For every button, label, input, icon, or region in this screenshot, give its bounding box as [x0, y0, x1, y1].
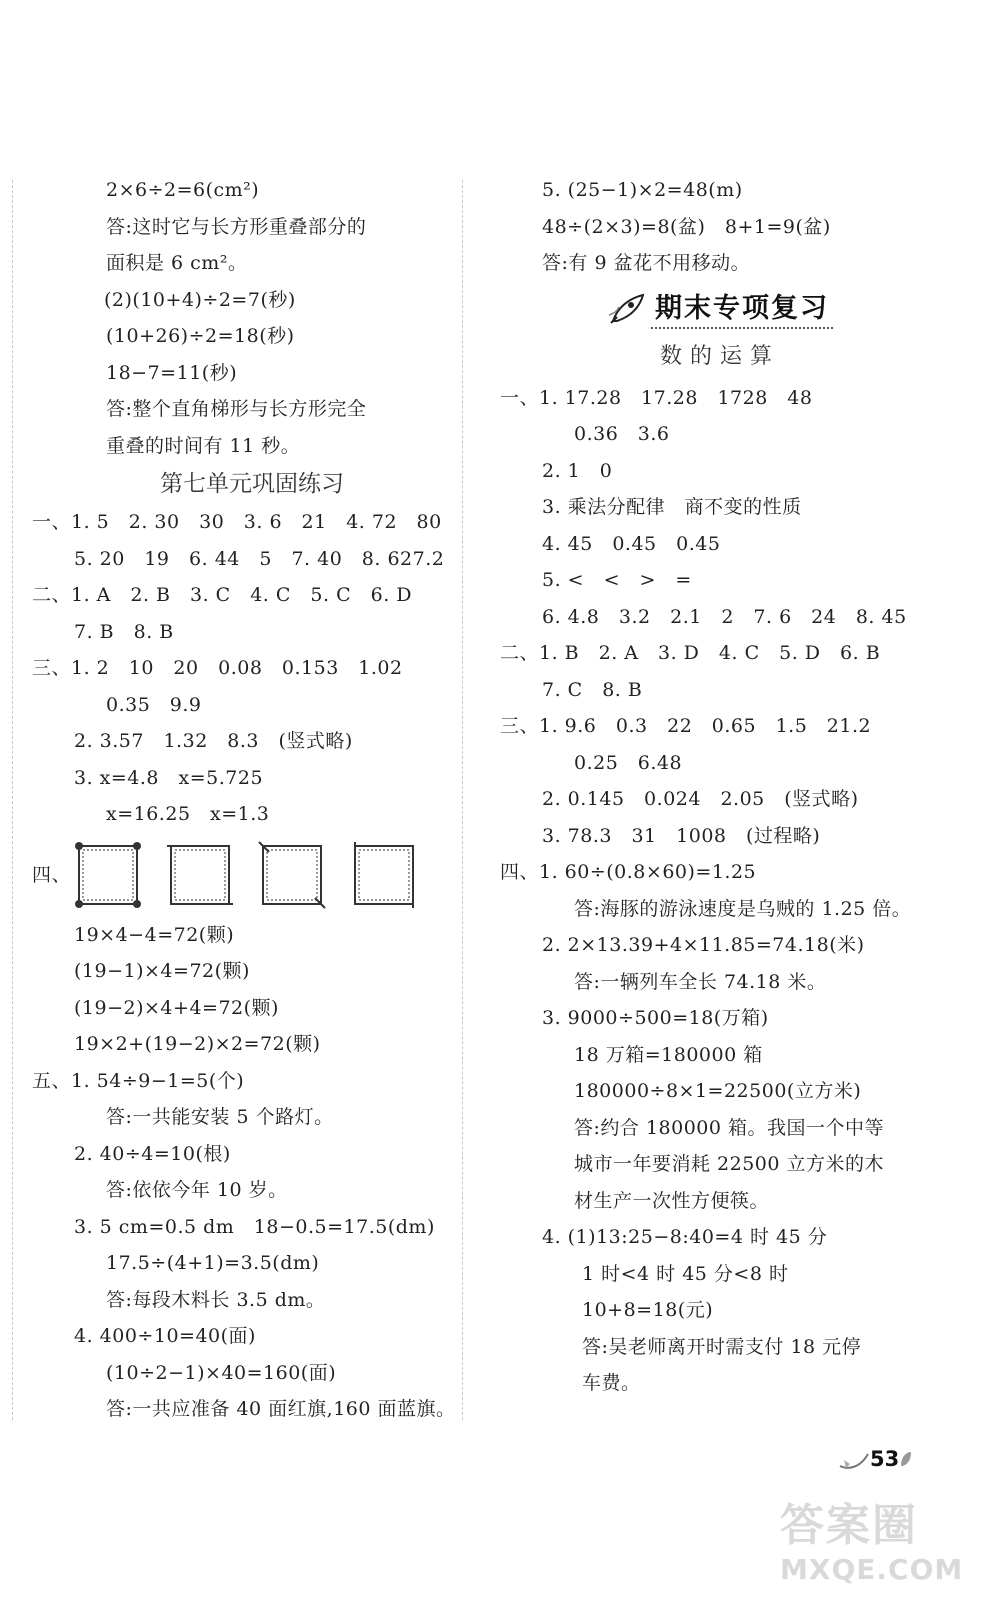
sub-heading: 数的运算	[659, 343, 780, 369]
answer-line: 答:这时它与长方形重叠部分的	[106, 215, 367, 238]
answer-line: 5. < < > =	[542, 569, 692, 591]
answer-line: 2. 40÷4=10(根)	[74, 1142, 231, 1165]
answer-line: 一、1. 17.28 17.28 1728 48	[500, 386, 813, 409]
left-margin-rule	[12, 180, 13, 1420]
answer-line: (19−1)×4=72(颗)	[74, 960, 250, 982]
watermark	[780, 1500, 980, 1600]
bead-square-icon	[349, 840, 419, 910]
page-number: 53	[870, 1447, 900, 1471]
answer-line: 3. 5 cm=0.5 dm 18−0.5=17.5(dm)	[74, 1215, 435, 1238]
answer-line: 二、1. B 2. A 3. D 4. C 5. D 6. B	[500, 642, 881, 664]
answer-line: 0.35 9.9	[106, 693, 202, 716]
bead-squares-row	[32, 833, 452, 917]
answer-line: 二、1. A 2. B 3. C 4. C 5. C 6. D	[32, 584, 413, 606]
answer-line: 10+8=18(元)	[582, 1299, 714, 1321]
banner-title: 期末专项复习	[651, 286, 833, 329]
answer-line: 48÷(2×3)=8(盆) 8+1=9(盆)	[542, 215, 831, 238]
answer-line: 4. (1)13:25−8:40=4 时 45 分	[542, 1226, 828, 1248]
answer-line: 5. 20 19 6. 44 5 7. 40 8. 627.2	[74, 547, 445, 570]
answer-line: 答:一辆列车全长 74.18 米。	[574, 970, 827, 993]
answer-line: 答:海豚的游泳速度是乌贼的 1.25 倍。	[574, 897, 912, 920]
answer-line: 答:依依今年 10 岁。	[106, 1179, 288, 1201]
answer-line: 1 时<4 时 45 分<8 时	[582, 1262, 789, 1285]
bead-square-icon	[165, 840, 235, 910]
left-column	[32, 172, 456, 1428]
watermark-url: MXQE.COM	[780, 1553, 964, 1586]
section-label: 四、	[32, 863, 72, 886]
answer-line: 答:每段木料长 3.5 dm。	[106, 1288, 326, 1311]
answer-line: 三、1. 9.6 0.3 22 0.65 1.5 21.2	[500, 715, 872, 737]
answer-line: 重叠的时间有 11 秒。	[106, 434, 301, 457]
answer-line: 材生产一次性方便筷。	[574, 1189, 770, 1212]
answer-line: 2. 2×13.39+4×11.85=74.18(米)	[542, 934, 865, 956]
answer-line: 4. 45 0.45 0.45	[542, 532, 721, 555]
answer-line: x=16.25 x=1.3	[106, 803, 270, 825]
answer-line: (10÷2−1)×40=160(面)	[106, 1361, 337, 1384]
answer-line: 2. 1 0	[542, 459, 613, 482]
answer-line: (10+26)÷2=18(秒)	[106, 325, 295, 347]
answer-line: 0.25 6.48	[574, 751, 683, 774]
watermark-logo-text: 答案圈	[780, 1500, 918, 1551]
right-column	[500, 172, 940, 1402]
unit-heading: 第七单元巩固练习	[160, 471, 344, 497]
answer-line: 5. (25−1)×2=48(m)	[542, 179, 743, 201]
answer-line: 面积是 6 cm²。	[106, 252, 248, 274]
answer-line: 18−7=11(秒)	[106, 361, 238, 384]
leaf-icon	[899, 1450, 913, 1468]
answer-line: 车费。	[582, 1372, 641, 1394]
answer-line: 答:一共能安装 5 个路灯。	[106, 1106, 334, 1128]
answer-line: 2. 3.57 1.32 8.3 (竖式略)	[74, 730, 353, 752]
answer-line: 180000÷8×1=22500(立方米)	[574, 1080, 862, 1102]
rocket-icon	[607, 291, 647, 325]
answer-line: 城市一年要消耗 22500 立方米的木	[574, 1153, 885, 1175]
answer-line: 答:约合 180000 箱。我国一个中等	[574, 1116, 885, 1139]
answer-line: 四、1. 60÷(0.8×60)=1.25	[500, 861, 757, 883]
bead-square-icon	[73, 840, 143, 910]
answer-line: 3. 78.3 31 1008 (过程略)	[542, 824, 821, 847]
answer-line: 4. 400÷10=40(面)	[74, 1325, 256, 1347]
answer-line: 2. 0.145 0.024 2.05 (竖式略)	[542, 788, 859, 810]
bead-square-icon	[257, 840, 327, 910]
review-banner	[500, 282, 940, 334]
answer-line: 19×2+(19−2)×2=72(颗)	[74, 1033, 321, 1055]
answer-line: 3. 乘法分配律 商不变的性质	[542, 496, 802, 518]
swoosh-icon	[838, 1446, 870, 1472]
answer-line: 答:整个直角梯形与长方形完全	[106, 398, 367, 420]
page-number-badge	[838, 1446, 913, 1472]
answer-line: 答:吴老师离开时需支付 18 元停	[582, 1335, 862, 1358]
answer-line: 6. 4.8 3.2 2.1 2 7. 6 24 8. 45	[542, 605, 907, 628]
answer-line: 一、1. 5 2. 30 30 3. 6 21 4. 72 80	[32, 511, 442, 533]
answer-line: 18 万箱=180000 箱	[574, 1043, 763, 1066]
answer-line: 五、1. 54÷9−1=5(个)	[32, 1069, 245, 1092]
answer-line: 答:一共应准备 40 面红旗,160 面蓝旗。	[106, 1398, 456, 1420]
answer-line: 3. 9000÷500=18(万箱)	[542, 1007, 769, 1029]
answer-line: (19−2)×4+4=72(颗)	[74, 996, 279, 1019]
answer-line: 答:有 9 盆花不用移动。	[542, 252, 751, 274]
answer-line: 7. B 8. B	[74, 620, 174, 643]
answer-line: (2)(10+4)÷2=7(秒)	[104, 288, 296, 311]
answer-line: 2×6÷2=6(cm²)	[106, 179, 260, 201]
answer-line: 三、1. 2 10 20 0.08 0.153 1.02	[32, 657, 403, 679]
answer-line: 3. x=4.8 x=5.725	[74, 766, 264, 789]
answer-line: 19×4−4=72(颗)	[74, 923, 235, 946]
answer-line: 17.5÷(4+1)=3.5(dm)	[106, 1252, 320, 1274]
column-divider	[462, 180, 463, 1420]
answer-line: 0.36 3.6	[574, 423, 670, 445]
answer-line: 7. C 8. B	[542, 678, 643, 701]
